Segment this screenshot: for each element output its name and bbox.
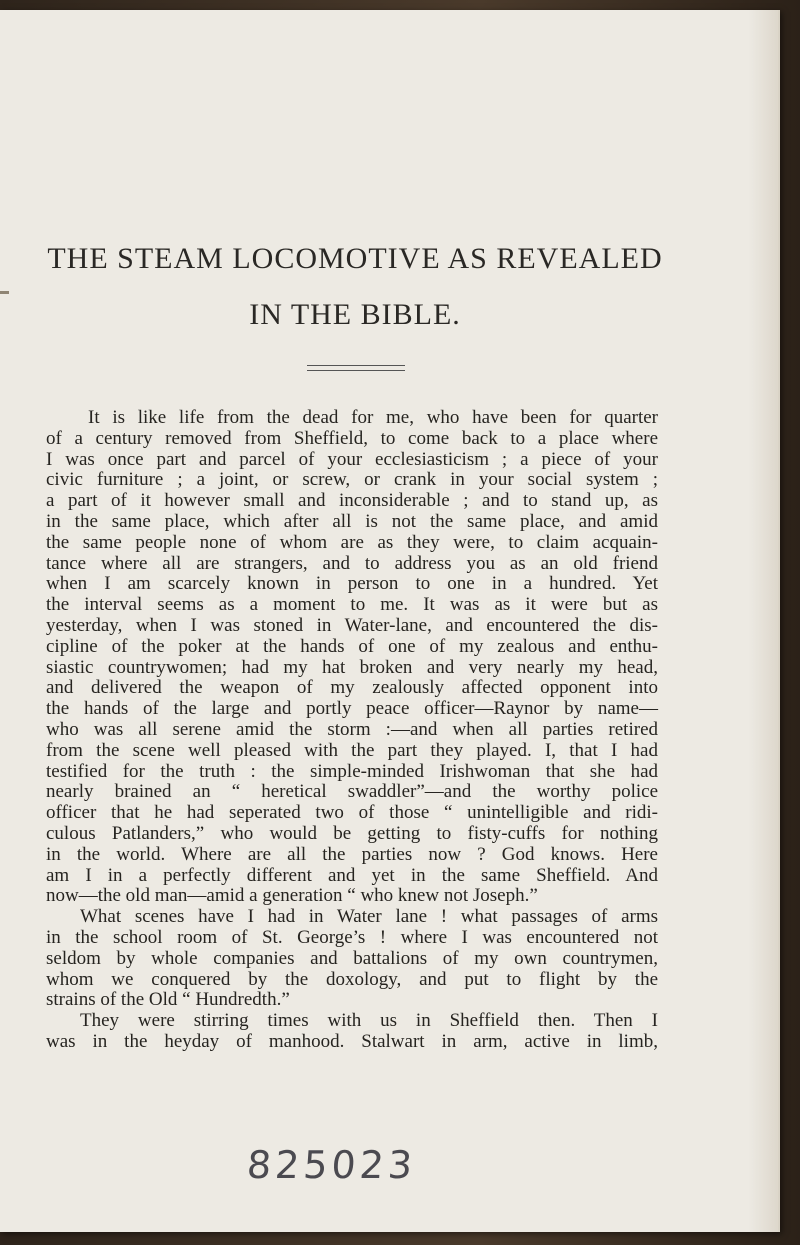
text-line: siastic countrywomen; had my hat broken and very nearly my head, (46, 656, 658, 678)
page-title-line-2: IN THE BIBLE. (249, 298, 461, 331)
page-title-line-1: THE STEAM LOCOMOTIVE AS REVEALED (47, 242, 663, 275)
title-divider (307, 365, 405, 371)
text-line: in the school room of St. George’s ! where I was encountered not (46, 926, 658, 948)
text-line: What scenes have I had in Water lane ! what passages of arms (80, 906, 658, 928)
text-line: yesterday, when I was stoned in Water-lane, and encountered the dis- (46, 614, 658, 636)
body-text (46, 408, 658, 1053)
text-line: the same people none of whom are as they were, to claim acquain- (46, 531, 658, 553)
text-line: strains of the Old “ Hundredth.” (46, 989, 290, 1011)
text-line: culous Patlanders,” who would be getting to fisty-cuffs for nothing (46, 822, 658, 844)
text-line: They were stirring times with us in Sheffield then. Then I (80, 1010, 658, 1032)
text-line: the hands of the large and portly peace officer—Raynor by name— (46, 698, 658, 720)
text-line: officer that he had seperated two of those “ unintelligible and ridi- (46, 802, 658, 824)
text-line: It is like life from the dead for me, who have been for quarter (88, 407, 658, 428)
text-line: and delivered the weapon of my zealously affected opponent into (46, 677, 658, 699)
spine-mark (0, 291, 9, 294)
text-line: of a century removed from Sheffield, to come back to a place where (46, 427, 658, 449)
text-line: in the world. Where are all the parties now ? God knows. Here (46, 843, 658, 865)
text-line: tance where all are strangers, and to address you as an old friend (46, 552, 658, 574)
text-line: nearly brained an “ heretical swaddler”—and the worthy police (46, 781, 658, 803)
page-edge-shadow (748, 10, 778, 1232)
text-line: was in the heyday of manhood. Stalwart in arm, active in limb, (46, 1030, 658, 1052)
text-line: a part of it however small and inconsiderable ; and to stand up, as (46, 490, 658, 512)
text-line: seldom by whole companies and battalions of my own countrymen, (46, 947, 658, 969)
text-line: testified for the truth : the simple-minded Irishwoman that she had (46, 760, 658, 782)
text-line: now—the old man—amid a generation “ who knew not Joseph.” (46, 885, 538, 907)
text-line: whom we conquered by the doxology, and put to flight by the (46, 968, 658, 990)
text-line: from the scene well pleased with the part they played. I, that I had (46, 739, 658, 761)
handwritten-catalog-number: 825023 (245, 1143, 418, 1187)
text-line: civic furniture ; a joint, or screw, or crank in your social system ; (46, 469, 658, 491)
text-line: am I in a perfectly different and yet in the same Sheffield. And (46, 864, 658, 886)
text-line: cipline of the poker at the hands of one of my zealous and enthu- (46, 635, 658, 657)
text-line: in the same place, which after all is not the same place, and amid (46, 510, 658, 532)
book-page (0, 10, 780, 1232)
text-line: the interval seems as a moment to me. It was as it were but as (46, 594, 658, 616)
text-line: who was all serene amid the storm :—and when all parties retired (46, 718, 658, 740)
text-line: when I am scarcely known in person to one in a hundred. Yet (46, 573, 658, 595)
text-line: I was once part and parcel of your ecclesiasticism ; a piece of your (46, 448, 658, 470)
